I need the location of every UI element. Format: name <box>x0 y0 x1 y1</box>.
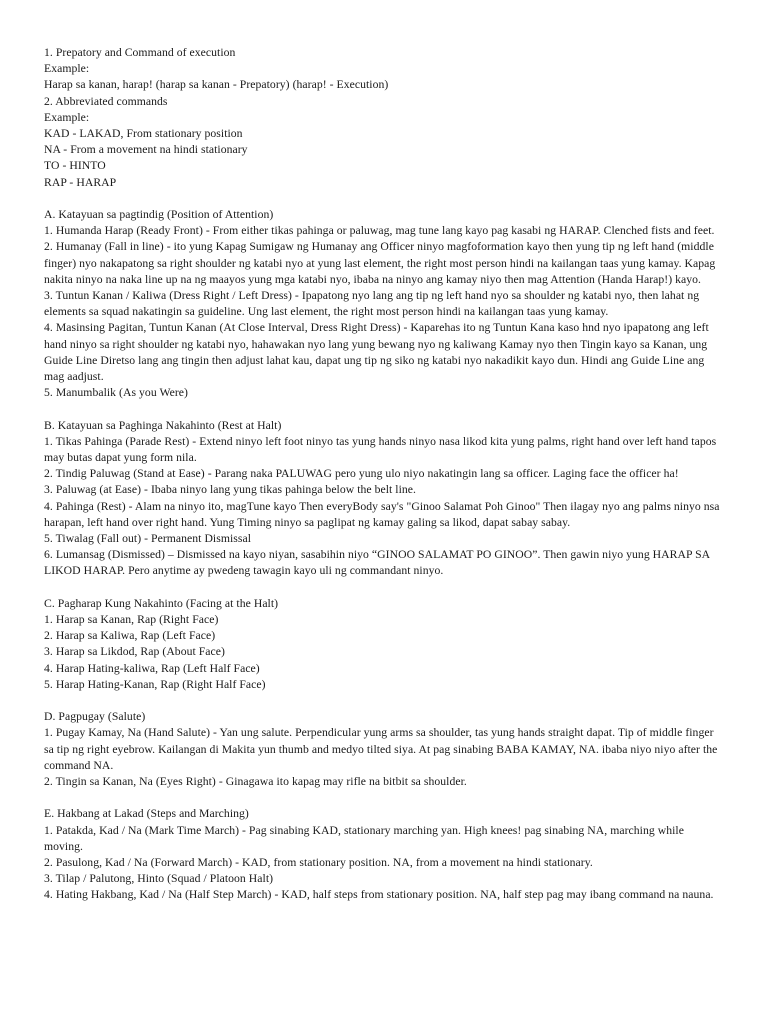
section-line: 3. Harap sa Likdod, Rap (About Face) <box>44 645 225 659</box>
section-line-first: A. Katayuan sa pagtindig (Position of Attention) <box>44 208 274 222</box>
section-line: 4. Pahinga (Rest) - Alam na ninyo ito, magTune kayo Then everyBody say's "Ginoo Salamat Poh Ginoo" Then ilagay nyo ang palms ninyo nsa harapan, left hand over right hand. Yung Timing ninyo sa paglipat ng kamay galing sa likod, dapat sabay sabay. <box>44 499 720 529</box>
section-line: 1. Patakda, Kad / Na (Mark Time March) - Pag sinabing KAD, stationary marching yan. High knees! pag sinabing NA, marching while moving. <box>44 823 684 853</box>
paragraph-gap <box>44 693 724 709</box>
section-line: 1. Harap sa Kanan, Rap (Right Face) <box>44 613 219 627</box>
section-line: RAP - HARAP <box>44 175 117 189</box>
section-line: 2. Humanay (Fall in line) - ito yung Kapag Sumigaw ng Humanay ang Officer ninyo magfoformation kayo then yung tip ng left hand (middle finger) nyo nakapatong sa right shoulder ng katabi nyo at yung last element, the right most person hindi na kailangan taas yung kamay. Kapag nakita ninyo na naka line up na ng maayos yung mga katabi nyo, ibaba na ninyo ang kamay niyo then mag Attention (Handa Harap!) kayo. <box>44 240 716 286</box>
section-line: Example: <box>44 110 90 124</box>
section-line: 6. Lumansag (Dismissed) – Dismissed na kayo niyan, sasabihin niyo “GINOO SALAMAT PO GINOO”. Then gawin niyo yung HARAP SA LIKOD HARAP. Pero anytime ay pwedeng tawagin kayo uli ng commandant ninyo. <box>44 548 710 578</box>
section-line: 5. Manumbalik (As you Were) <box>44 386 188 400</box>
section-line: 2. Tingin sa Kanan, Na (Eyes Right) - Ginagawa ito kapag may rifle na bitbit sa shoulder. <box>44 775 467 789</box>
section-line: 3. Tuntun Kanan / Kaliwa (Dress Right / Left Dress) - Ipapatong nyo lang ang tip ng left hand nyo sa shoulder ng katabi nyo, then lahat ng elements sa squad nakatingin sa guideline. Ung last element, the right most person hindi na kailangan taas yung kamay. <box>44 289 700 319</box>
section-line: 1. Humanda Harap (Ready Front) - From either tikas pahinga or paluwag, mag tune lang kayo pag kasabi ng HARAP. Clenched fists and feet. <box>44 224 715 238</box>
document-body <box>44 45 724 904</box>
section-line-first: B. Katayuan sa Paghinga Nakahinto (Rest at Halt) <box>44 418 282 432</box>
paragraph-gap <box>44 790 724 806</box>
paragraph-gap <box>44 580 724 596</box>
section-line-first: D. Pagpugay (Salute) <box>44 710 146 724</box>
document-section <box>44 709 724 790</box>
section-line: KAD - LAKAD, From stationary position <box>44 127 243 141</box>
paragraph-gap <box>44 191 724 207</box>
section-line: 3. Tilap / Palutong, Hinto (Squad / Platoon Halt) <box>44 872 274 886</box>
section-line-first: C. Pagharap Kung Nakahinto (Facing at the Halt) <box>44 596 279 610</box>
document-section <box>44 596 724 693</box>
document-section <box>44 418 724 580</box>
section-line: 2. Abbreviated commands <box>44 94 168 108</box>
section-line: 1. Tikas Pahinga (Parade Rest) - Extend ninyo left foot ninyo tas yung hands ninyo nasa likod kita yung palms, right hand over left hand tapos may butas dapat yung form nila. <box>44 434 717 465</box>
section-line: 4. Hating Hakbang, Kad / Na (Half Step March) - KAD, half steps from stationary position. NA, half step pag may ibang command na nauna. <box>44 888 714 902</box>
section-line-first: E. Hakbang at Lakad (Steps and Marching) <box>44 807 249 821</box>
section-line: Harap sa kanan, harap! (harap sa kanan - Prepatory) (harap! - Execution) <box>44 78 389 92</box>
section-line: TO - HINTO <box>44 159 106 173</box>
section-line: 5. Tiwalag (Fall out) - Permanent Dismissal <box>44 532 251 546</box>
section-line-first: 1. Prepatory and Command of execution <box>44 46 236 59</box>
document-section <box>44 207 724 401</box>
section-line: 4. Masinsing Pagitan, Tuntun Kanan (At Close Interval, Dress Right Dress) - Kaparehas ito ng Tuntun Kana kaso hnd nyo ipapatong ang left hand ninyo sa right shoulder ng katabi nyo, hahawakan nyo lang yung bewang nyo ng kaliwang Kamay nyo then Tingin kayo sa Kanan, ung Guide Line Diretso lang ang tingin then adjust lahat kau, dapat ung tip ng siko ng katabi nyo nakadikit kayo dun. Hindi ang Guide Line ang mag aadjust. <box>44 321 709 384</box>
document-section <box>44 45 724 191</box>
section-line: 1. Pugay Kamay, Na (Hand Salute) - Yan ung salute. Perpendicular yung arms sa shoulder, tas yung hands straight dapat. Tip of middle finger sa tip ng right eyebrow. Kailangan di Makita yun thumb and medyo tilted siya. At pag sinabing BABA KAMAY, NA. ibaba niyo niyo after the command NA. <box>44 726 718 772</box>
section-line: 3. Paluwag (at Ease) - Ibaba ninyo lang yung tikas pahinga below the belt line. <box>44 483 417 497</box>
section-line: 2. Tindig Paluwag (Stand at Ease) - Parang naka PALUWAG pero yung ulo niyo nakatingin lang sa officer. Laging face the officer ha! <box>44 467 679 481</box>
section-line: 5. Harap Hating-Kanan, Rap (Right Half Face) <box>44 677 266 691</box>
section-line: 4. Harap Hating-kaliwa, Rap (Left Half Face) <box>44 661 260 675</box>
section-line: NA - From a movement na hindi stationary <box>44 143 248 157</box>
section-line: 2. Pasulong, Kad / Na (Forward March) - KAD, from stationary position. NA, from a movement na hindi stationary. <box>44 856 593 870</box>
document-section <box>44 806 724 903</box>
section-line: Example: <box>44 62 90 76</box>
section-line: 2. Harap sa Kaliwa, Rap (Left Face) <box>44 629 216 643</box>
paragraph-gap <box>44 401 724 417</box>
